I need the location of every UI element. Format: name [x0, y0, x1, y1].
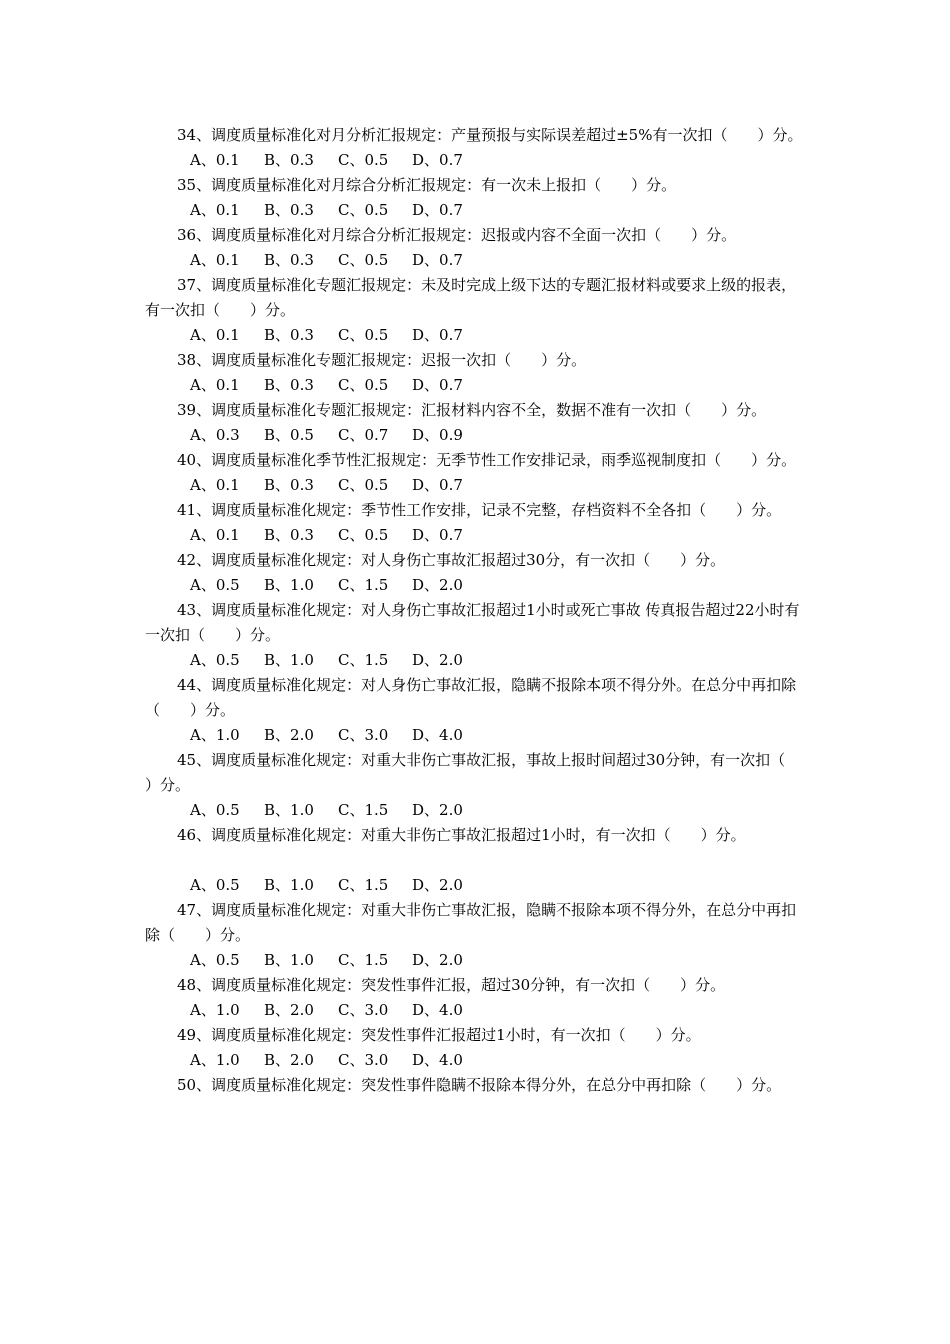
question-item — [145, 823, 810, 898]
choice-option: C、1.5 — [338, 951, 389, 969]
choice-row — [145, 473, 810, 498]
choice-row — [145, 948, 810, 973]
choice-option: B、1.0 — [264, 876, 314, 894]
choice-option: D、0.7 — [412, 201, 463, 219]
choice-option: B、0.3 — [264, 251, 314, 269]
choice-option: B、0.3 — [264, 201, 314, 219]
choice-option: D、0.7 — [412, 251, 463, 269]
choice-option: A、0.5 — [190, 801, 240, 819]
choice-option: A、0.1 — [190, 251, 240, 269]
choice-option: C、0.5 — [338, 526, 389, 544]
question-item — [145, 748, 816, 823]
choice-option: A、1.0 — [190, 726, 240, 744]
question-stem: 47、调度质量标准化规定：对重大非伤亡事故汇报，隐瞒不报除本项不得分外，在总分中再扣除（ ）分。 — [145, 901, 797, 944]
choice-row — [145, 873, 810, 898]
choice-option: C、0.5 — [338, 476, 389, 494]
choice-option: A、0.1 — [190, 201, 240, 219]
choice-row — [145, 998, 810, 1023]
choice-row — [145, 798, 810, 823]
choice-option: D、0.7 — [412, 476, 463, 494]
choice-option: C、3.0 — [338, 726, 389, 744]
choice-option: C、1.5 — [338, 801, 389, 819]
question-stem: 49、调度质量标准化规定：突发性事件汇报超过1小时，有一次扣（ ）分。 — [177, 1026, 701, 1044]
question-stem: 38、调度质量标准化专题汇报规定：迟报一次扣（ ）分。 — [177, 351, 587, 369]
choice-option: C、0.5 — [338, 376, 389, 394]
question-stem: 44、调度质量标准化规定：对人身伤亡事故汇报，隐瞒不报除本项不得分外。在总分中再扣除（ ）分。 — [145, 676, 797, 719]
choice-option: D、2.0 — [412, 876, 463, 894]
choice-option: B、2.0 — [264, 1001, 314, 1019]
choice-row — [145, 723, 810, 748]
question-stem: 41、调度质量标准化规定：季节性工作安排，记录不完整，存档资料不全各扣（ ）分。 — [177, 501, 782, 519]
question-stem: 45、调度质量标准化规定：对重大非伤亡事故汇报，事故上报时间超过30分钟，有一次扣（ ）分。 — [145, 751, 816, 794]
choice-option: A、0.5 — [190, 876, 240, 894]
question-item — [145, 548, 810, 598]
choice-option: D、2.0 — [412, 951, 463, 969]
choice-row — [145, 648, 810, 673]
choice-row — [145, 1048, 810, 1073]
question-stem: 37、调度质量标准化专题汇报规定：未及时完成上级下达的专题汇报材料或要求上级的报表，有一次扣（ ）分。 — [145, 276, 797, 319]
choice-option: A、1.0 — [190, 1001, 240, 1019]
choice-option: C、3.0 — [338, 1001, 389, 1019]
choice-option: C、3.0 — [338, 1051, 389, 1069]
choice-option: B、1.0 — [264, 951, 314, 969]
question-stem: 36、调度质量标准化对月综合分析汇报规定：迟报或内容不全面一次扣（ ）分。 — [177, 226, 737, 244]
question-stem: 42、调度质量标准化规定：对人身伤亡事故汇报超过30分，有一次扣（ ）分。 — [177, 551, 726, 569]
choice-option: A、0.3 — [190, 426, 240, 444]
blank-line — [145, 848, 810, 873]
choice-option: A、0.5 — [190, 651, 240, 669]
choice-option: A、0.1 — [190, 476, 240, 494]
choice-row — [145, 523, 810, 548]
question-stem: 39、调度质量标准化专题汇报规定：汇报材料内容不全，数据不准有一次扣（ ）分。 — [177, 401, 767, 419]
choice-option: B、2.0 — [264, 1051, 314, 1069]
question-stem: 50、调度质量标准化规定：突发性事件隐瞒不报除本得分外，在总分中再扣除（ ）分。 — [177, 1076, 782, 1094]
question-stem: 40、调度质量标准化季节性汇报规定：无季节性工作安排记录，雨季巡视制度扣（ ）分。 — [177, 451, 797, 469]
choice-option: C、0.5 — [338, 251, 389, 269]
choice-row — [145, 198, 810, 223]
choice-option: A、0.1 — [190, 326, 240, 344]
choice-option: B、0.3 — [264, 476, 314, 494]
question-item — [145, 973, 810, 1023]
choice-option: D、0.7 — [412, 526, 463, 544]
choice-row — [145, 148, 810, 173]
choice-option: C、0.5 — [338, 326, 389, 344]
question-item — [145, 123, 810, 173]
choice-row — [145, 573, 810, 598]
question-item — [145, 348, 810, 398]
choice-row — [145, 423, 810, 448]
choice-option: B、0.3 — [264, 326, 314, 344]
choice-option: D、4.0 — [412, 726, 463, 744]
question-item — [145, 898, 810, 973]
choice-option: D、0.7 — [412, 376, 463, 394]
choice-option: A、0.1 — [190, 376, 240, 394]
choice-option: B、2.0 — [264, 726, 314, 744]
choice-option: D、4.0 — [412, 1051, 463, 1069]
choice-row — [145, 248, 810, 273]
choice-option: B、0.3 — [264, 151, 314, 169]
question-stem: 48、调度质量标准化规定：突发性事件汇报，超过30分钟，有一次扣（ ）分。 — [177, 976, 726, 994]
choice-option: C、0.5 — [338, 201, 389, 219]
choice-option: B、0.3 — [264, 526, 314, 544]
choice-option: B、1.0 — [264, 651, 314, 669]
question-item — [145, 1073, 810, 1098]
question-item — [145, 223, 810, 273]
question-stem: 43、调度质量标准化规定：对人身伤亡事故汇报超过1小时或死亡事故 传真报告超过22小时有一次扣（ ）分。 — [145, 601, 800, 644]
choice-option: C、0.7 — [338, 426, 389, 444]
question-stem: 34、调度质量标准化对月分析汇报规定：产量预报与实际误差超过±5%有一次扣（ ）分。 — [177, 126, 803, 144]
choice-option: A、0.1 — [190, 151, 240, 169]
choice-option: D、0.7 — [412, 326, 463, 344]
choice-option: B、0.5 — [264, 426, 314, 444]
question-item — [145, 273, 810, 348]
choice-option: B、1.0 — [264, 576, 314, 594]
choice-option: D、2.0 — [412, 651, 463, 669]
question-stem: 46、调度质量标准化规定：对重大非伤亡事故汇报超过1小时，有一次扣（ ）分。 — [177, 826, 746, 844]
question-item — [145, 173, 810, 223]
choice-option: D、0.9 — [412, 426, 463, 444]
choice-option: D、2.0 — [412, 801, 463, 819]
question-item — [145, 1023, 810, 1073]
question-item — [145, 673, 810, 748]
choice-option: A、0.5 — [190, 951, 240, 969]
choice-option: D、2.0 — [412, 576, 463, 594]
question-stem: 35、调度质量标准化对月综合分析汇报规定：有一次未上报扣（ ）分。 — [177, 176, 677, 194]
choice-option: B、0.3 — [264, 376, 314, 394]
choice-option: A、1.0 — [190, 1051, 240, 1069]
question-item — [145, 448, 810, 498]
choice-option: C、1.5 — [338, 876, 389, 894]
choice-option: C、1.5 — [338, 651, 389, 669]
choice-row — [145, 373, 810, 398]
choice-row — [145, 323, 810, 348]
choice-option: C、1.5 — [338, 576, 389, 594]
question-item — [145, 598, 810, 673]
choice-option: A、0.1 — [190, 526, 240, 544]
question-item — [145, 498, 810, 548]
choice-option: C、0.5 — [338, 151, 389, 169]
question-list — [145, 123, 816, 1098]
choice-option: D、0.7 — [412, 151, 463, 169]
choice-option: A、0.5 — [190, 576, 240, 594]
choice-option: B、1.0 — [264, 801, 314, 819]
choice-option: D、4.0 — [412, 1001, 463, 1019]
question-item — [145, 398, 810, 448]
